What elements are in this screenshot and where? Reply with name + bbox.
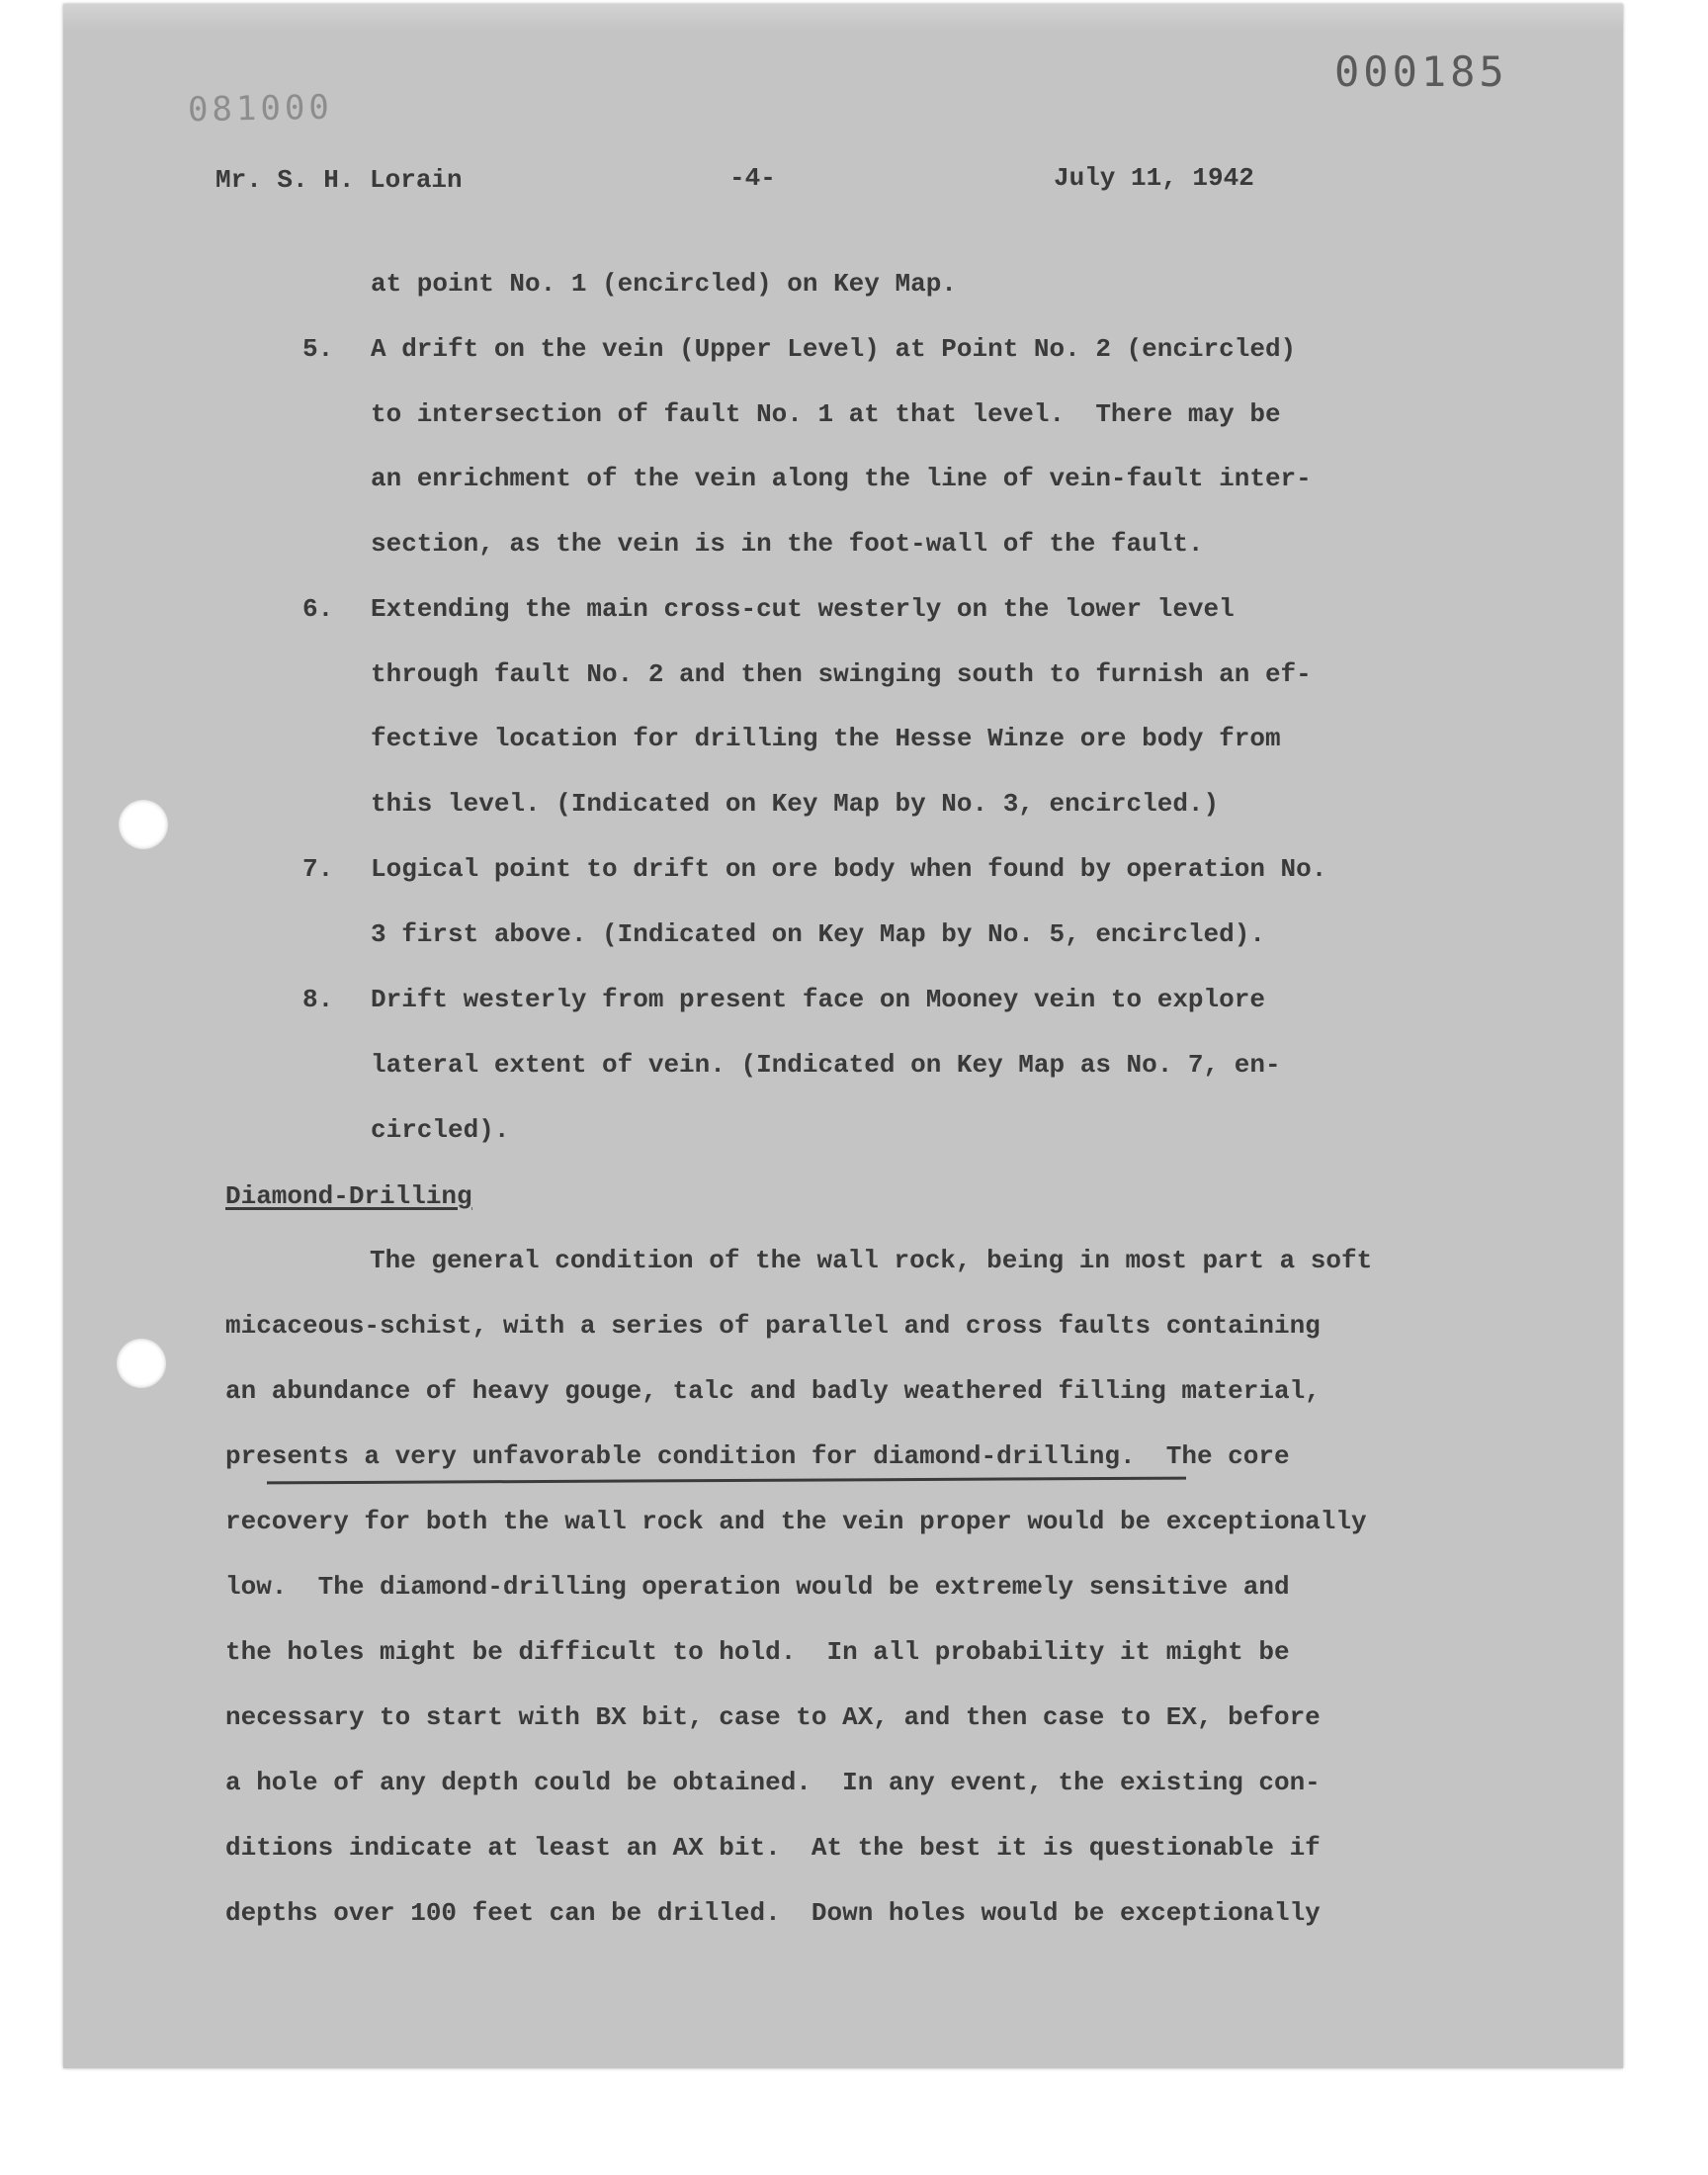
section-heading: Diamond-Drilling <box>225 1181 472 1211</box>
paragraph-line: recovery for both the wall rock and the vein proper would be exceptionally <box>225 1507 1367 1536</box>
page-number-stamp: 000185 <box>1334 47 1508 96</box>
letter-date: July 11, 1942 <box>1054 163 1254 193</box>
paragraph-line: the holes might be difficult to hold. In all probability it might be <box>225 1637 1290 1667</box>
item-line: fective location for drilling the Hesse Winze ore body from <box>371 724 1281 753</box>
paragraph-line: low. The diamond-drilling operation would be extremely sensitive and <box>225 1572 1290 1602</box>
page-edge-shadow <box>63 4 1623 30</box>
paragraph-line: a hole of any depth could be obtained. In any event, the existing con- <box>225 1768 1321 1797</box>
item-line: Extending the main cross-cut westerly on the lower level <box>371 594 1235 624</box>
item-line: through fault No. 2 and then swinging south to furnish an ef- <box>371 659 1312 689</box>
item-line: 3 first above. (Indicated on Key Map by No. 5, encircled). <box>371 919 1265 949</box>
item-number: 5. <box>302 334 334 364</box>
document-page <box>63 4 1623 2068</box>
item-line: A drift on the vein (Upper Level) at Point No. 2 (encircled) <box>371 334 1297 364</box>
faded-number-stamp: 081000 <box>187 87 334 130</box>
item-line: lateral extent of vein. (Indicated on Key Map as No. 7, en- <box>371 1050 1281 1080</box>
paragraph-line: presents a very unfavorable condition for diamond-drilling. The core <box>225 1441 1290 1471</box>
paragraph-line: micaceous-schist, with a series of parallel and cross faults containing <box>225 1311 1321 1341</box>
item-line: this level. (Indicated on Key Map by No. 3, encircled.) <box>371 789 1220 819</box>
item-number: 8. <box>302 985 334 1014</box>
item-line: Logical point to drift on ore body when found by operation No. <box>371 854 1327 884</box>
item-line: section, as the vein is in the foot-wall of the fault. <box>371 529 1204 559</box>
binder-hole-icon <box>117 1339 166 1388</box>
paragraph-line: ditions indicate at least an AX bit. At the best it is questionable if <box>225 1833 1321 1863</box>
letter-addressee: Mr. S. H. Lorain <box>215 165 463 195</box>
binder-hole-icon <box>119 800 168 849</box>
paragraph-line: The general condition of the wall rock, being in most part a soft <box>370 1246 1373 1275</box>
paragraph-line: necessary to start with BX bit, case to AX, and then case to EX, before <box>225 1702 1321 1732</box>
item-number: 6. <box>302 594 334 624</box>
item-line: circled). <box>371 1115 510 1145</box>
paragraph-line: depths over 100 feet can be drilled. Down holes would be exceptionally <box>225 1898 1321 1928</box>
item-line: at point No. 1 (encircled) on Key Map. <box>371 269 957 299</box>
item-number: 7. <box>302 854 334 884</box>
paragraph-line: an abundance of heavy gouge, talc and badly weathered filling material, <box>225 1376 1321 1406</box>
item-line: to intersection of fault No. 1 at that level. There may be <box>371 399 1281 429</box>
letter-page-number: -4- <box>729 163 776 193</box>
item-line: an enrichment of the vein along the line of vein-fault inter- <box>371 464 1312 493</box>
item-line: Drift westerly from present face on Mooney vein to explore <box>371 985 1265 1014</box>
